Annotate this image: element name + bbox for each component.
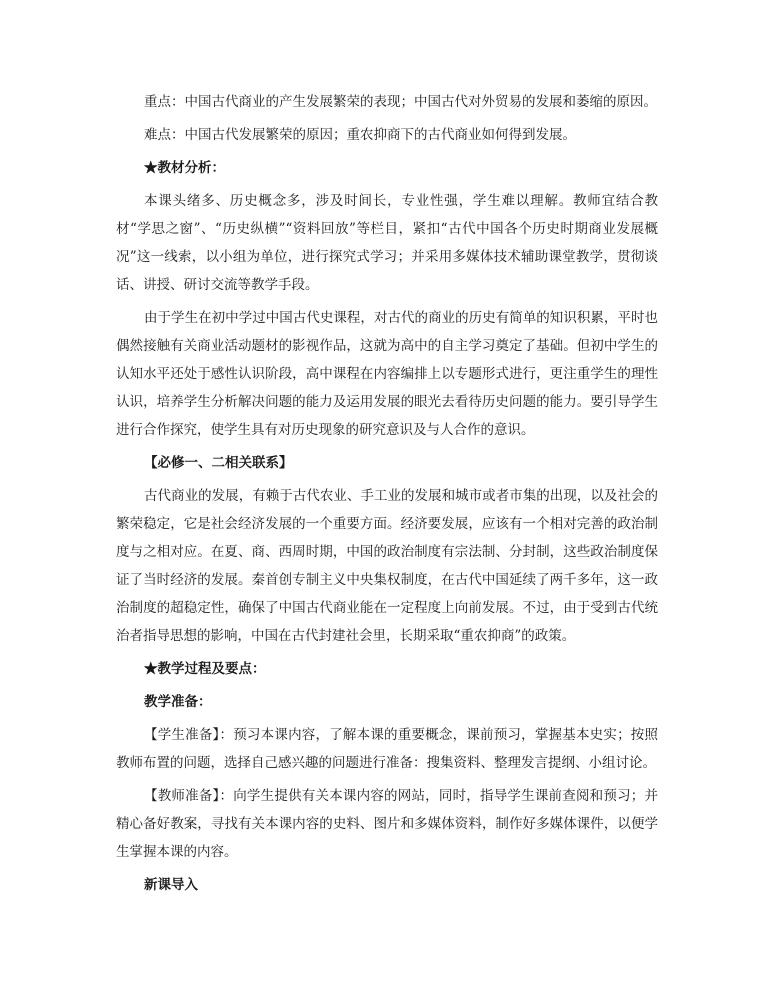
- textbook-analysis-paragraph-2: 由于学生在初中学过中国古代史课程，对古代的商业的历史有简单的知识积累，平时也偶然接触有关商业活动题材的影视作品，这就为高中的自主学习奠定了基础。但初中学生的认知水平还处于感性认识阶段，高中课程在内容编排上以专题形式进行，更注重学生的理性认识，培养学生分析解决问题的能力及运用发展的眼光去看待历史问题的能力。要引导学生进行合作探究，使学生具有对历史现象的研究意识及与人合作的意识。: [116, 310, 658, 438]
- student-preparation-text: ：预习本课内容，了解本课的重要概念，课前预习，掌握基本史实；按照教师布置的问题，选择自己感兴趣的问题进行准备：搜集资料、整理发言提纲、小组讨论。: [116, 727, 659, 771]
- new-lesson-intro-heading: 新课导入: [144, 877, 198, 893]
- teacher-preparation-text: ：向学生提供有关本课内容的网站，同时，指导学生课前查阅和预习；并精心备好教案，寻找有关本课内容的史料、图片和多媒体资料，制作好多媒体课件，以便学生掌握本课的内容。: [116, 788, 659, 860]
- teaching-preparation-heading: 教学准备：: [144, 694, 212, 710]
- textbook-analysis-heading: ★教材分析：: [144, 160, 225, 176]
- difficulties-paragraph: 难点：中国古代发展繁荣的原因；重农抑商下的古代商业如何得到发展。: [144, 127, 576, 143]
- related-links-heading: 【必修一、二相关联系】: [144, 455, 293, 471]
- teacher-preparation-paragraph: [116, 782, 658, 866]
- teacher-preparation-label: 【教师准备】: [144, 788, 220, 804]
- key-points-paragraph: 重点：中国古代商业的产生发展繁荣的表现；中国古代对外贸易的发展和萎缩的原因。: [144, 94, 657, 110]
- related-links-paragraph: 古代商业的发展，有赖于古代农业、手工业的发展和城市或者市集的出现，以及社会的繁荣稳定，它是社会经济发展的一个重要方面。经济要发展，应该有一个相对完善的政治制度与之相对应。在夏、商、西周时期，中国的政治制度有宗法制、分封制，这些政治制度保证了当时经济的发展。秦首创专制主义中央集权制度，在古代中国延续了两千多年，这一政治制度的超稳定性，确保了中国古代商业能在一定程度上向前发展。不过，由于受到古代统治者指导思想的影响，中国在古代封建社会里，长期采取“重农抑商”的政策。: [116, 488, 658, 644]
- student-preparation-paragraph: [116, 721, 658, 777]
- teaching-process-heading: ★教学过程及要点：: [144, 661, 266, 677]
- document-body: [116, 88, 658, 899]
- student-preparation-label: 【学生准备】: [144, 727, 220, 743]
- textbook-analysis-paragraph-1: 本课头绪多、历史概念多，涉及时间长，专业性强，学生难以理解。教师宜结合教材“学思之窗”、“历史纵横”“资料回放”等栏目，紧扣“古代中国各个历史时期商业发展概况”这一线索，以小组为单位，进行探究式学习；并采用多媒体技术辅助课堂教学，贯彻谈话、讲授、研讨交流等教学手段。: [116, 193, 658, 293]
